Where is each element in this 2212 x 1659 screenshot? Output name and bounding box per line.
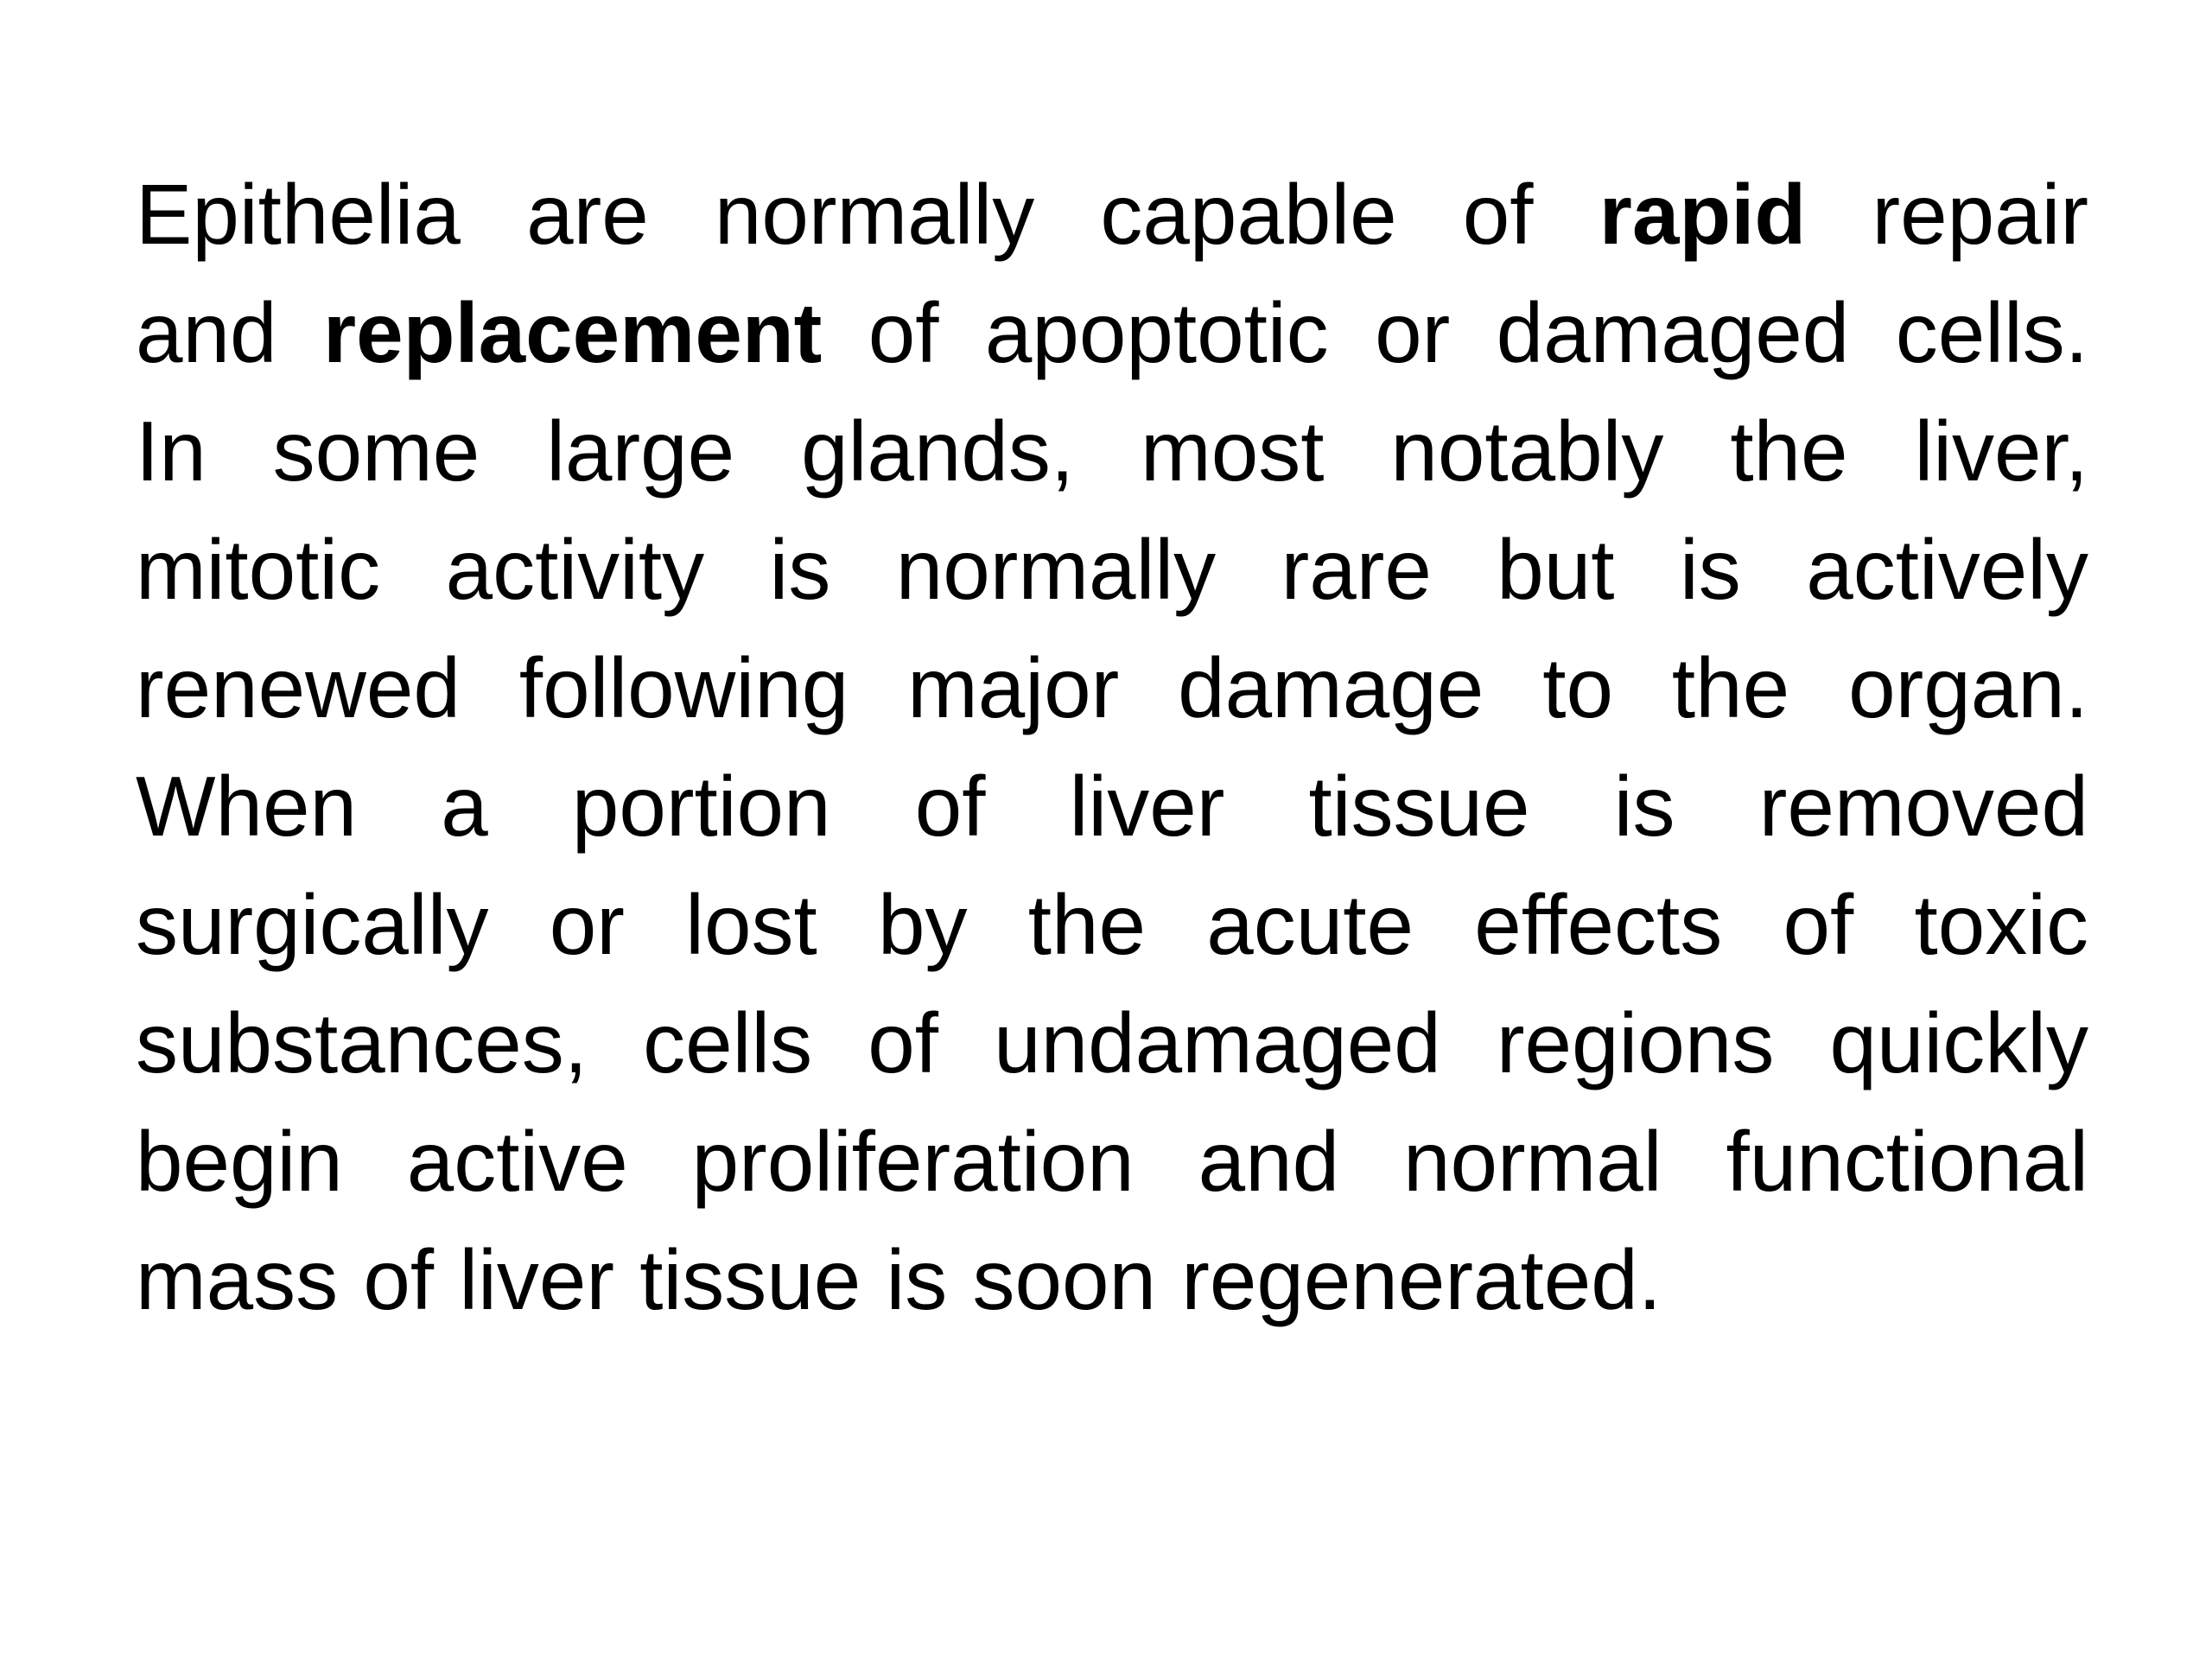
paragraph-line-5: renewed following major damage to the organ. [136, 640, 2088, 735]
paragraph-line-8: substances, cells of undamaged regions quickly [136, 995, 2088, 1090]
paragraph-line-3: In some large glands, most notably the liver, [136, 404, 2088, 499]
paragraph-line-6: When a portion of liver tissue is removed [136, 759, 2088, 854]
paragraph-line-9: begin active proliferation and normal functional [136, 1114, 2088, 1209]
emphasis-rapid: rapid [1599, 167, 1807, 262]
paragraph-line-1 [136, 156, 2088, 274]
line-2-text-b: of apoptotic or damaged cells. [822, 285, 2088, 380]
paragraph-line-2 [136, 274, 2088, 392]
line-1-text-b: repair [1806, 167, 2088, 262]
paragraph-line-10: mass of liver tissue is soon regenerated. [136, 1232, 1662, 1327]
line-2-text-a: and [136, 285, 323, 380]
body-paragraph [136, 156, 2088, 1339]
paragraph-line-4: mitotic activity is normally rare but is actively [136, 522, 2088, 617]
line-1-text-a: Epithelia are normally capable of [136, 167, 1599, 262]
paragraph-line-7: surgically or lost by the acute effects of toxic [136, 877, 2088, 972]
emphasis-replacement: replacement [322, 285, 823, 380]
